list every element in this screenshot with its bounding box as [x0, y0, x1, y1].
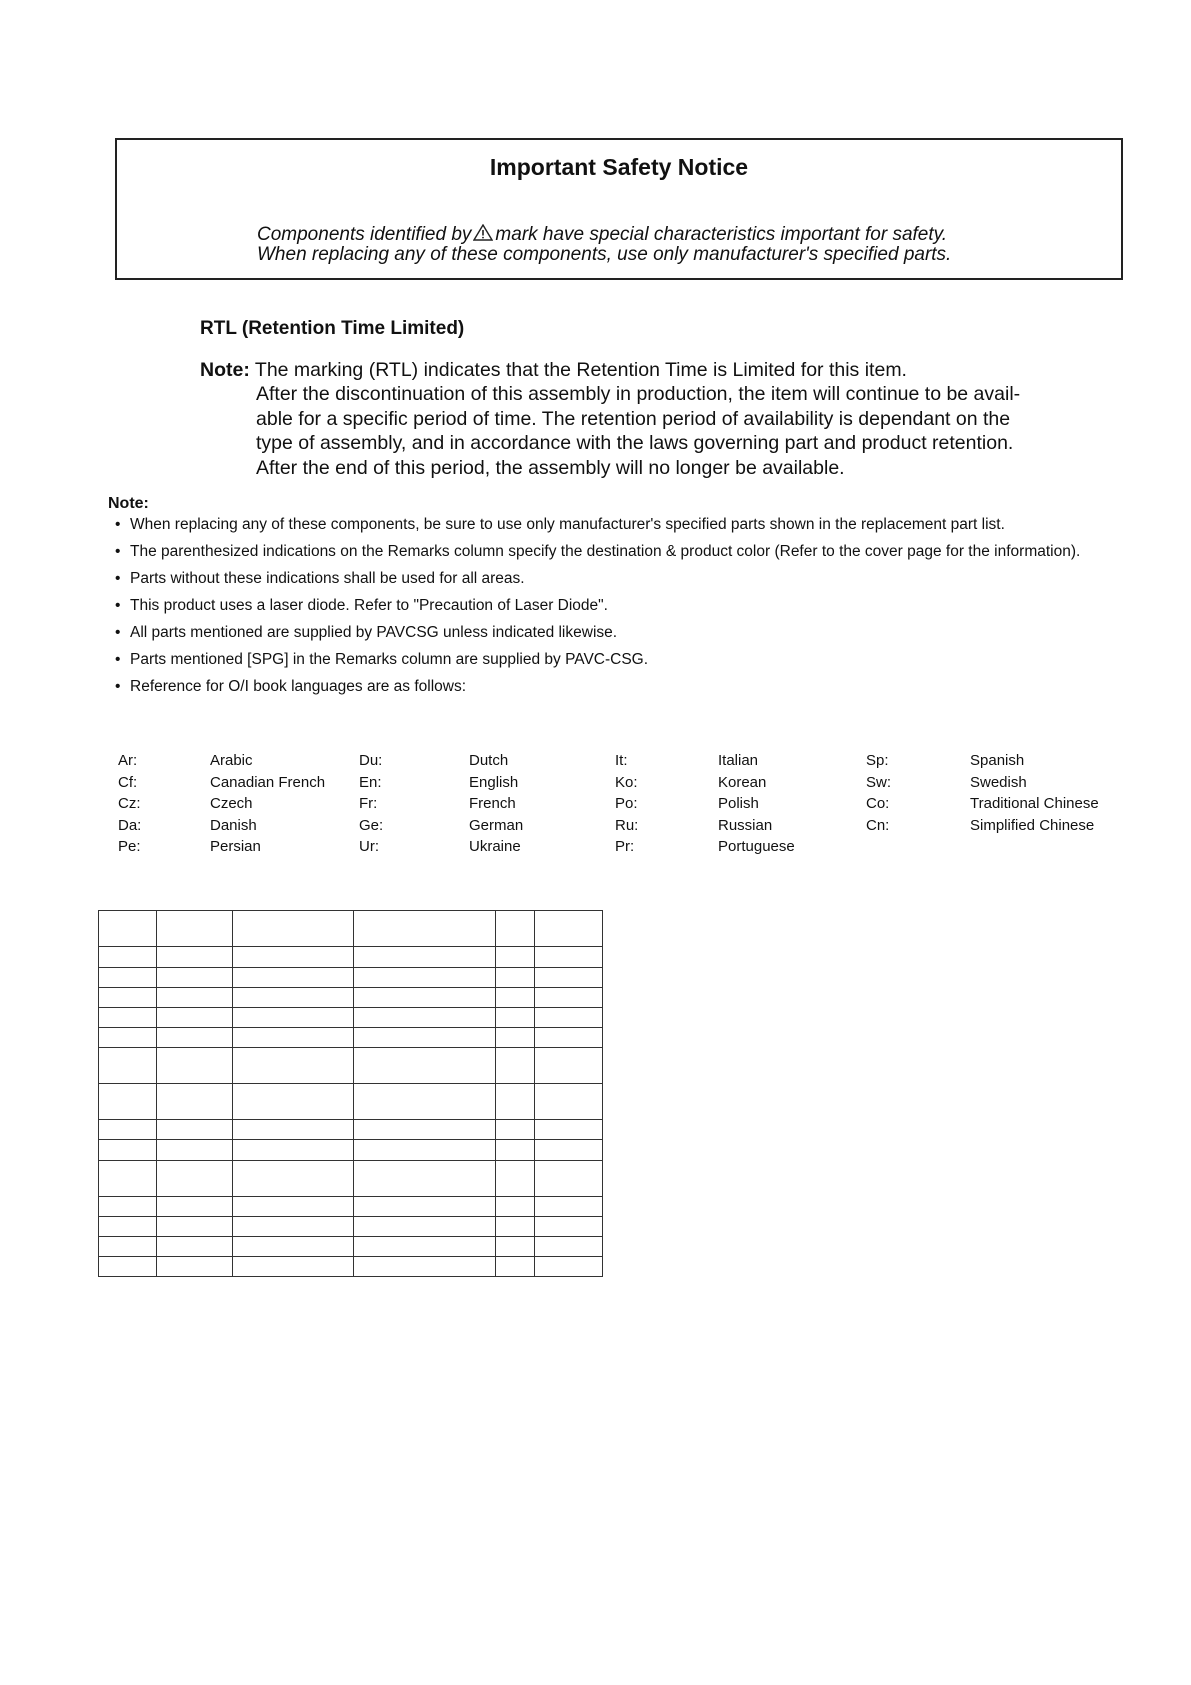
table-cell [99, 1120, 157, 1140]
table-cell [233, 1237, 354, 1257]
table-cell [354, 1161, 496, 1197]
table-cell [535, 911, 603, 947]
table-cell [496, 1257, 535, 1277]
table-cell [157, 947, 233, 968]
language-row [118, 836, 1110, 858]
rtl-note-first-line [200, 358, 907, 383]
table-row [99, 947, 603, 968]
table-cell [496, 1028, 535, 1048]
table-row [99, 1197, 603, 1217]
table-cell [99, 1257, 157, 1277]
table-cell [535, 1140, 603, 1161]
language-code: Du: [359, 752, 383, 769]
language-name: Arabic [210, 752, 253, 769]
language-code: Pe: [118, 838, 141, 856]
table-cell [157, 1120, 233, 1140]
language-code: Fr: [359, 795, 378, 813]
table-cell [535, 1237, 603, 1257]
table-cell [99, 968, 157, 988]
empty-parts-table [98, 910, 603, 1277]
language-row [118, 772, 1110, 794]
note-item: • This product uses a laser diode. Refer to "Precaution of Laser Diode". [112, 596, 1142, 616]
table-cell [99, 1028, 157, 1048]
table-cell [354, 1237, 496, 1257]
table-cell [354, 1084, 496, 1120]
table-cell [354, 1048, 496, 1084]
table-cell [535, 1048, 603, 1084]
table-cell [157, 1257, 233, 1277]
language-code: Ko: [615, 773, 638, 791]
table-cell [99, 1048, 157, 1084]
note-item: • Reference for O/I book languages are as follows: [112, 677, 1142, 697]
table-cell [99, 911, 157, 947]
language-code: Cn: [866, 816, 890, 834]
table-row [99, 1257, 603, 1277]
safety-notice-line-2: When replacing any of these components, use only manufacturer's specified parts. [257, 244, 952, 265]
table-cell [233, 1120, 354, 1140]
language-code: Co: [866, 795, 890, 813]
table-cell [354, 1028, 496, 1048]
table-cell [535, 1120, 603, 1140]
table-cell [157, 911, 233, 947]
language-row [118, 793, 1110, 815]
language-name: Ukraine [469, 838, 521, 856]
language-code: It: [615, 752, 628, 769]
language-name: German [469, 816, 524, 834]
language-name: Canadian French [210, 773, 326, 791]
rtl-note-line: able for a specific period of time. The retention period of availability is dependant on the [256, 407, 1011, 430]
rtl-note-line: type of assembly, and in accordance with the laws governing part and product retention. [256, 432, 1014, 454]
table-cell [354, 968, 496, 988]
note-item: • When replacing any of these components, be sure to use only manufacturer's specified parts shown in the replacement part list. [112, 515, 1142, 535]
table-row [99, 968, 603, 988]
table-cell [233, 1008, 354, 1028]
table-cell [157, 1217, 233, 1237]
table-cell [157, 988, 233, 1008]
language-name: Traditional Chinese [970, 795, 1099, 813]
table-cell [157, 1048, 233, 1084]
language-name: Dutch [469, 752, 509, 769]
language-name: Portuguese [718, 838, 795, 856]
safety-line-1-before: Components identified by [257, 224, 472, 245]
notes-list [112, 515, 1142, 704]
table-cell [233, 1140, 354, 1161]
table-cell [99, 1197, 157, 1217]
table-cell [157, 1161, 233, 1197]
language-name: Czech [210, 795, 253, 813]
table-cell [99, 1140, 157, 1161]
table-cell [496, 1197, 535, 1217]
table-cell [496, 1084, 535, 1120]
rtl-note-label: Note: [200, 359, 250, 381]
table-cell [535, 1257, 603, 1277]
language-code: Pr: [615, 838, 635, 856]
table-cell [233, 968, 354, 988]
warning-triangle-icon [473, 224, 493, 241]
table-cell [535, 1217, 603, 1237]
safety-line-1-after: mark have special characteristics important for safety. [495, 224, 948, 245]
table-cell [496, 911, 535, 947]
table-cell [157, 1140, 233, 1161]
table-cell [496, 1008, 535, 1028]
language-code: Ru: [615, 816, 639, 834]
table-cell [354, 1120, 496, 1140]
table-cell [99, 1217, 157, 1237]
language-name: Italian [718, 752, 759, 769]
table-cell [233, 1161, 354, 1197]
language-code: Da: [118, 816, 142, 834]
table-cell [535, 988, 603, 1008]
table-cell [157, 968, 233, 988]
table-cell [233, 911, 354, 947]
table-cell [233, 1197, 354, 1217]
table-cell [233, 988, 354, 1008]
table-cell [535, 1197, 603, 1217]
language-name: Spanish [970, 752, 1025, 769]
table-cell [354, 1008, 496, 1028]
table-cell [233, 1217, 354, 1237]
note-item: • The parenthesized indications on the Remarks column specify the destination & product color (Refer to the cover page for the information). [112, 542, 1142, 562]
table-cell [157, 1197, 233, 1217]
notes-heading: Note: [108, 495, 149, 512]
rtl-note-text: The marking (RTL) indicates that the Retention Time is Limited for this item. [254, 359, 907, 381]
table-row [99, 1120, 603, 1140]
table-cell [496, 1161, 535, 1197]
language-code: En: [359, 773, 382, 791]
language-name: French [469, 795, 516, 813]
table-cell [233, 1028, 354, 1048]
language-reference-table [118, 750, 1110, 858]
table-cell [496, 988, 535, 1008]
table-cell [496, 1140, 535, 1161]
table-cell [496, 968, 535, 988]
note-item: • All parts mentioned are supplied by PAVCSG unless indicated likewise. [112, 623, 1142, 643]
language-code: Cf: [118, 773, 138, 791]
rtl-note-line: After the end of this period, the assembly will no longer be available. [256, 456, 845, 479]
table-cell [535, 947, 603, 968]
table-cell [354, 1197, 496, 1217]
table-row [99, 1008, 603, 1028]
table-cell [233, 1257, 354, 1277]
table-cell [496, 947, 535, 968]
table-row [99, 988, 603, 1008]
table-cell [535, 1008, 603, 1028]
table-row [99, 1237, 603, 1257]
table-cell [354, 1140, 496, 1161]
language-code: Cz: [118, 795, 141, 813]
table-cell [354, 988, 496, 1008]
rtl-note-body [256, 382, 1020, 480]
language-code: Ur: [359, 838, 379, 856]
table-cell [99, 1237, 157, 1257]
table-cell [99, 947, 157, 968]
table-row [99, 1028, 603, 1048]
language-name: Simplified Chinese [970, 816, 1095, 834]
language-code: Sp: [866, 752, 889, 769]
table-cell [496, 1217, 535, 1237]
table-cell [496, 1120, 535, 1140]
table-cell [354, 947, 496, 968]
table-cell [233, 947, 354, 968]
language-code: Po: [615, 795, 638, 813]
table-row [99, 1161, 603, 1197]
table-cell [496, 1237, 535, 1257]
language-name: Korean [718, 773, 767, 791]
table-cell [496, 1048, 535, 1084]
note-item: • Parts without these indications shall be used for all areas. [112, 569, 1142, 589]
language-name: Danish [210, 816, 257, 834]
table-cell [535, 1028, 603, 1048]
table-row [99, 1048, 603, 1084]
language-name: Russian [718, 816, 773, 834]
language-name: Persian [210, 838, 261, 856]
table-cell [99, 1161, 157, 1197]
table-cell [99, 1008, 157, 1028]
language-code: Ge: [359, 816, 384, 834]
table-cell [99, 1084, 157, 1120]
table-cell [535, 1084, 603, 1120]
language-row [118, 815, 1110, 837]
table-row [99, 1084, 603, 1120]
table-row [99, 911, 603, 947]
table-row [99, 1140, 603, 1161]
language-name: Polish [718, 795, 759, 813]
table-cell [535, 968, 603, 988]
table-cell [354, 1257, 496, 1277]
language-code: Sw: [866, 773, 892, 791]
language-row [118, 750, 1110, 772]
table-cell [354, 1217, 496, 1237]
table-row [99, 1217, 603, 1237]
language-name: Swedish [970, 773, 1027, 791]
table-cell [233, 1084, 354, 1120]
safety-notice-title: Important Safety Notice [489, 154, 749, 180]
safety-notice-box [115, 138, 1123, 280]
note-item: • Parts mentioned [SPG] in the Remarks column are supplied by PAVC-CSG. [112, 650, 1142, 670]
table-cell [157, 1008, 233, 1028]
language-name [970, 836, 1110, 858]
table-cell [233, 1048, 354, 1084]
table-cell [535, 1161, 603, 1197]
table-cell [157, 1028, 233, 1048]
safety-notice-line-1 [257, 224, 947, 246]
language-code: Ar: [118, 752, 138, 769]
rtl-note-line: After the discontinuation of this assembly in production, the item will continue to be avail- [256, 383, 1021, 405]
rtl-heading: RTL (Retention Time Limited) [200, 318, 465, 339]
table-cell [157, 1084, 233, 1120]
table-cell [157, 1237, 233, 1257]
table-cell [99, 988, 157, 1008]
language-code [866, 836, 970, 858]
language-name: English [469, 773, 519, 791]
table-cell [354, 911, 496, 947]
